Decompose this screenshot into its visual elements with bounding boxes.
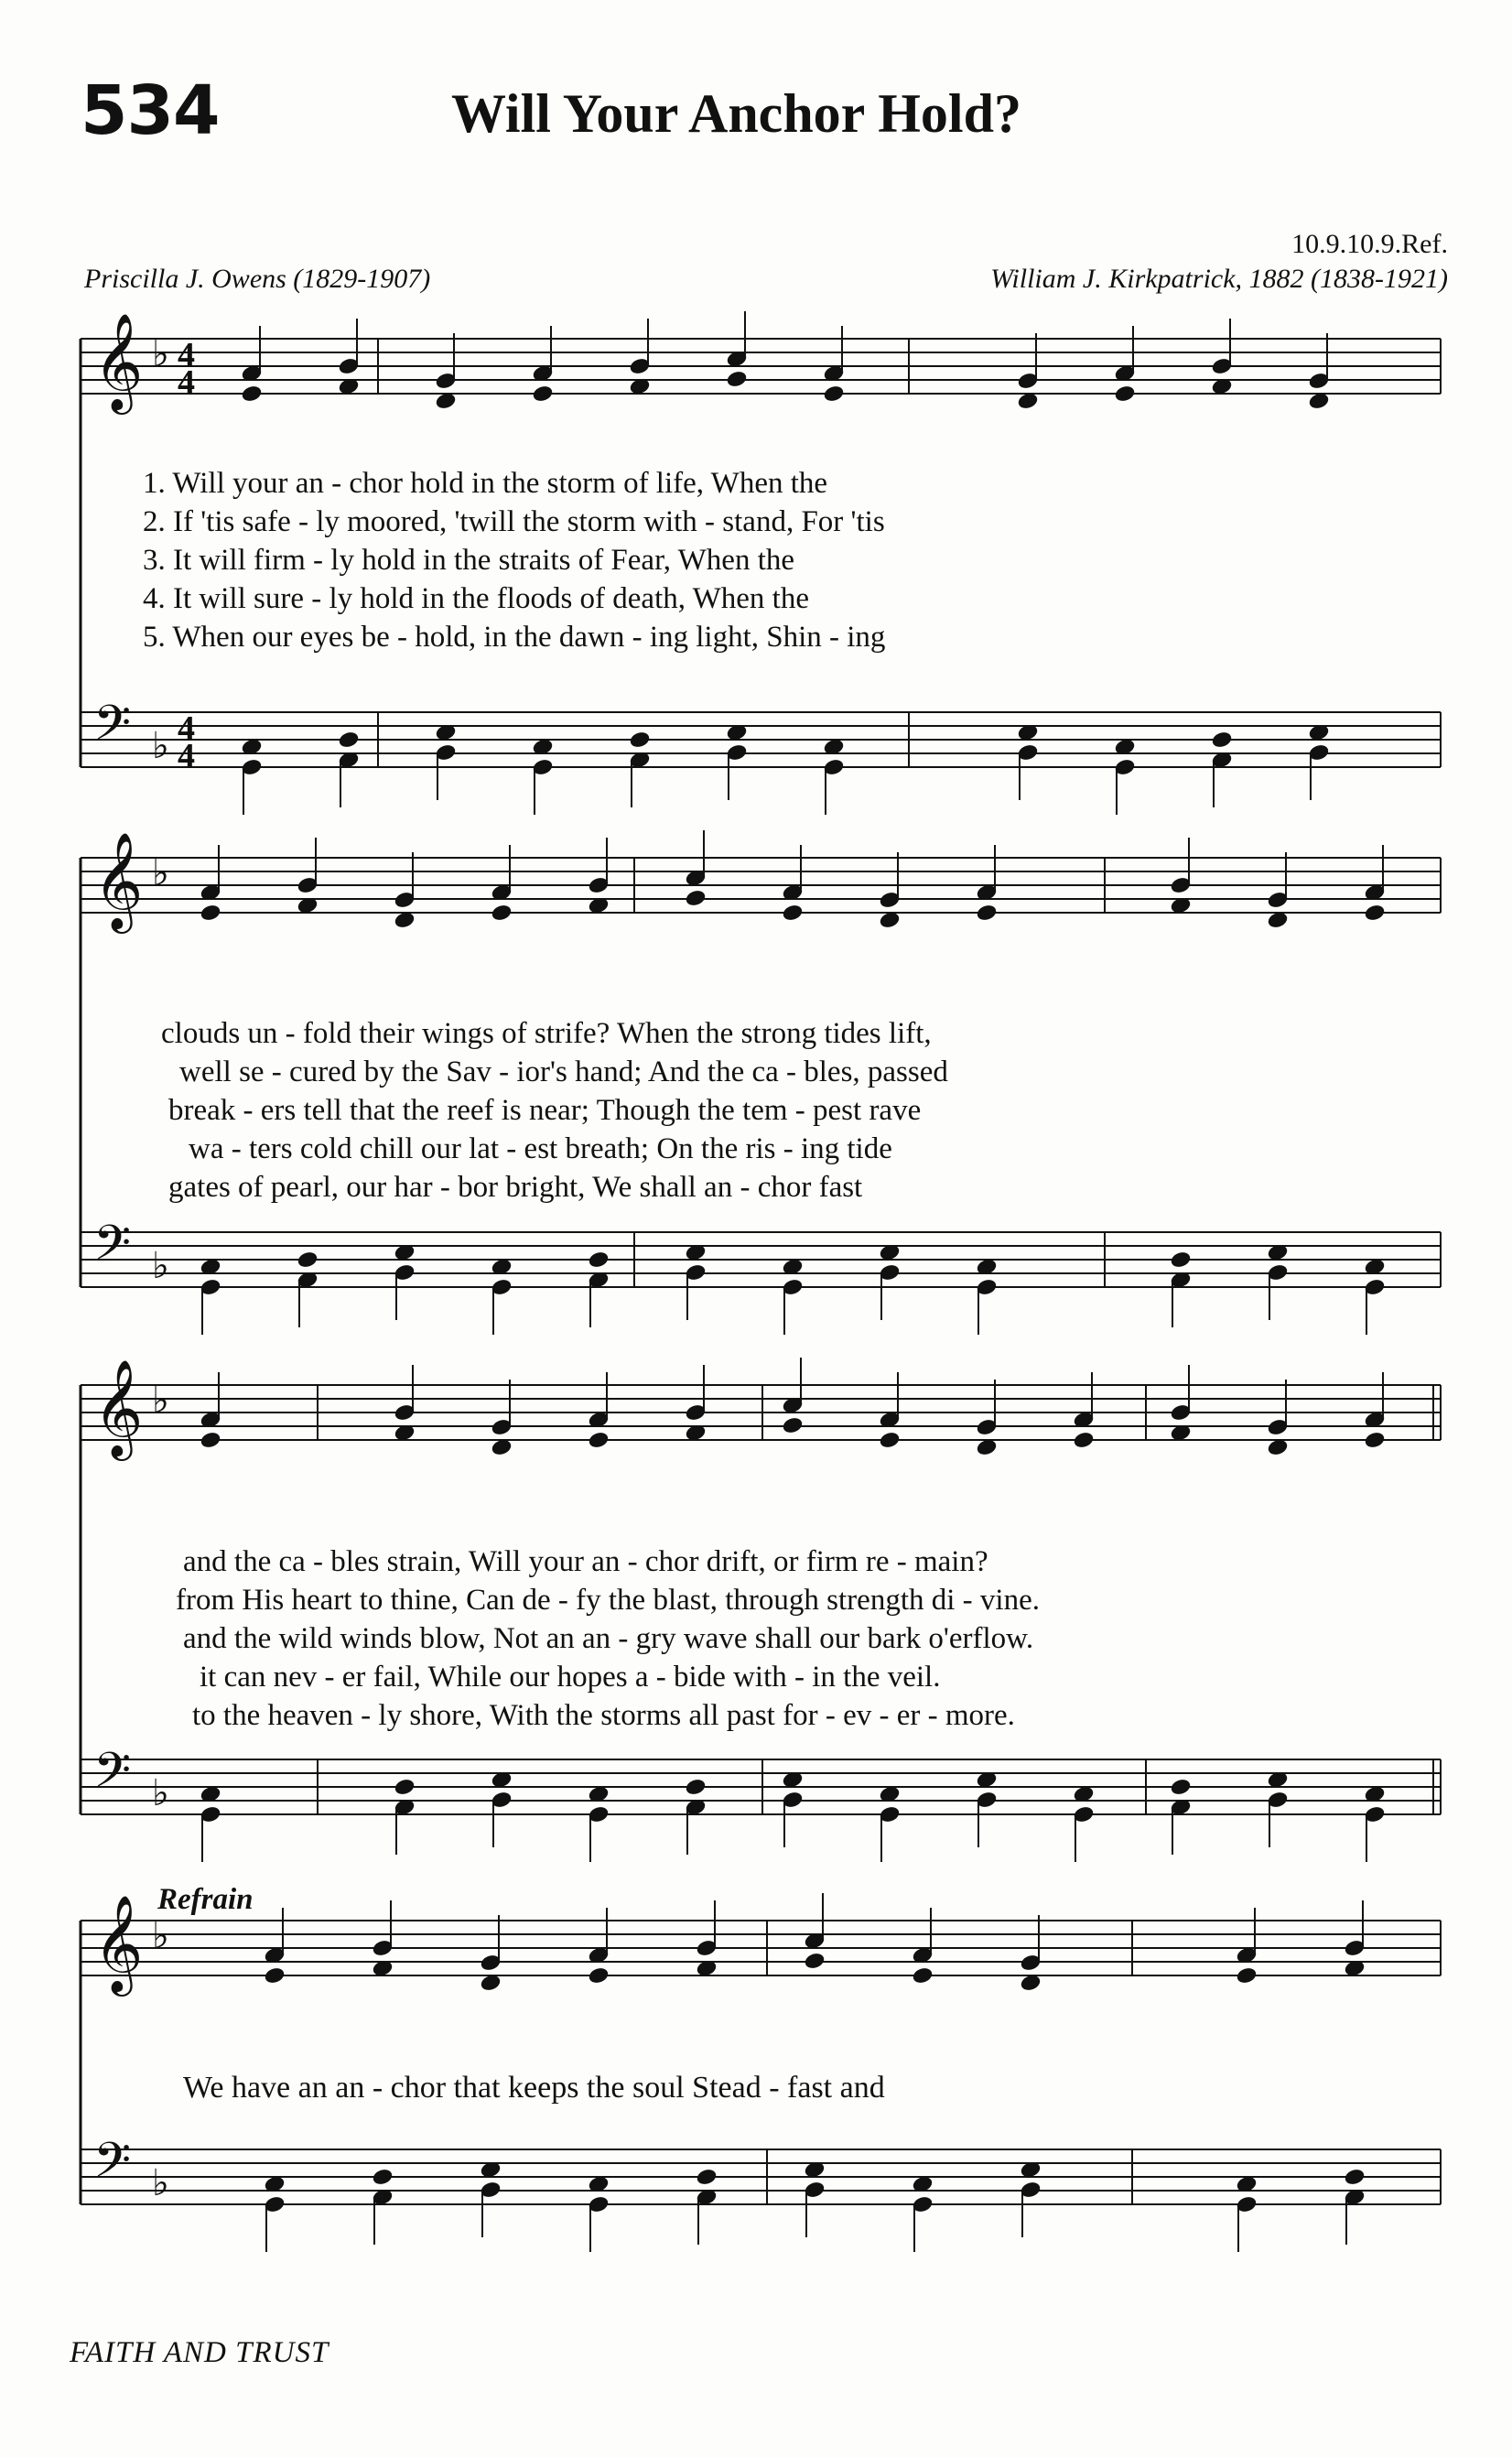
hymn-title: Will Your Anchor Hold? xyxy=(451,83,1021,144)
note-head xyxy=(491,1438,513,1456)
verse-line: break - ers tell that the reef is near; Though the tem - pest rave xyxy=(168,1094,922,1127)
verse-line: it can nev - er fail, While our hopes a - bide with - in the veil. xyxy=(200,1661,941,1694)
note-head xyxy=(532,384,554,403)
note-head xyxy=(491,904,513,922)
note-head xyxy=(782,904,804,922)
treble-clef-icon: 𝄞 xyxy=(93,312,144,410)
time-signature: 4 xyxy=(178,336,195,374)
meter: 10.9.10.9.Ref. xyxy=(1291,229,1448,259)
verse-line: to the heaven - ly shore, With the storms all past for - ev - er - more. xyxy=(192,1699,1015,1732)
flat-icon: ♭ xyxy=(152,852,169,893)
note-head xyxy=(1170,1250,1192,1269)
verse-line: 5. When our eyes be - hold, in the dawn - ing light, Shin - ing xyxy=(143,621,886,654)
note-head xyxy=(823,384,845,403)
verse-line: well se - cured by the Sav - ior's hand; And the ca - bles, passed xyxy=(179,1055,948,1088)
note-head xyxy=(696,2168,718,2186)
music-credit: William J. Kirkpatrick, 1882 (1838-1921) xyxy=(990,264,1448,294)
verse-line: wa - ters cold chill our lat - est breath; On the ris - ing tide xyxy=(189,1132,892,1165)
verse-line: from His heart to thine, Can de - fy the blast, through strength di - vine. xyxy=(176,1584,1040,1617)
verse-line: 3. It will firm - ly hold in the straits of Fear, When the xyxy=(143,544,795,577)
note-head xyxy=(1344,2168,1366,2186)
refrain-lyrics: We have an an - chor that keeps the soul Stead - fast and xyxy=(183,2071,885,2105)
flat-icon: ♭ xyxy=(152,1245,169,1286)
note-head xyxy=(435,392,457,410)
verse-line: gates of pearl, our har - bor bright, We shall an - chor fast xyxy=(168,1171,863,1204)
time-signature: 4 xyxy=(178,363,195,402)
note-head xyxy=(1114,384,1136,403)
refrain-label: Refrain xyxy=(157,1883,254,1916)
note-head xyxy=(976,1438,998,1456)
note-head xyxy=(1020,1974,1042,1992)
note-head xyxy=(372,2168,394,2186)
note-head xyxy=(241,384,263,403)
note-head xyxy=(782,1416,804,1434)
note-head xyxy=(1073,1431,1095,1449)
verse-line: clouds un - fold their wings of strife? When the strong tides lift, xyxy=(161,1017,932,1050)
note-head xyxy=(879,911,901,929)
flat-icon: ♭ xyxy=(152,725,169,766)
note-head xyxy=(629,731,651,749)
note-head xyxy=(1211,731,1233,749)
time-signature: 4 xyxy=(178,737,195,775)
note-head xyxy=(1236,1966,1258,1985)
verse-line: 2. If 'tis safe - ly moored, 'twill the storm with - stand, For 'tis xyxy=(143,505,885,538)
hymn-number: 534 xyxy=(81,71,220,150)
note-head xyxy=(879,1431,901,1449)
note-head xyxy=(1364,1431,1386,1449)
note-head xyxy=(588,1250,610,1269)
flat-icon: ♭ xyxy=(152,2162,169,2203)
verse-line: 4. It will sure - ly hold in the floods of death, When the xyxy=(143,582,809,615)
note-head xyxy=(200,1431,221,1449)
note-head xyxy=(912,1966,934,1985)
note-head xyxy=(264,1966,286,1985)
note-head xyxy=(297,1250,319,1269)
note-head xyxy=(1170,1778,1192,1796)
note-head xyxy=(1017,392,1039,410)
treble-clef-icon: 𝄞 xyxy=(93,1358,144,1456)
note-head xyxy=(588,1431,610,1449)
note-head xyxy=(1267,1438,1289,1456)
verse-line: and the ca - bles strain, Will your an - chor drift, or firm re - main? xyxy=(183,1545,988,1578)
note-head xyxy=(1308,392,1330,410)
bass-clef-icon: 𝄢 xyxy=(93,1216,132,1283)
note-head xyxy=(976,904,998,922)
treble-clef-icon: 𝄞 xyxy=(93,1894,144,1992)
note-head xyxy=(394,1778,416,1796)
note-head xyxy=(1267,911,1289,929)
bass-clef-icon: 𝄢 xyxy=(93,2133,132,2201)
flat-icon: ♭ xyxy=(152,333,169,374)
bass-clef-icon: 𝄢 xyxy=(93,696,132,763)
flat-icon: ♭ xyxy=(152,1772,169,1813)
note-head xyxy=(338,731,360,749)
note-head xyxy=(394,911,416,929)
note-head xyxy=(804,1952,826,1970)
verse-line: 1. Will your an - chor hold in the storm of life, When the xyxy=(143,467,828,500)
note-head xyxy=(200,904,221,922)
note-head xyxy=(726,370,748,388)
note-head xyxy=(685,889,707,907)
time-signature: 4 xyxy=(178,709,195,748)
note-head xyxy=(588,1966,610,1985)
note-head xyxy=(685,1778,707,1796)
treble-clef-icon: 𝄞 xyxy=(93,831,144,929)
bass-clef-icon: 𝄢 xyxy=(93,1743,132,1811)
flat-icon: ♭ xyxy=(152,1915,169,1956)
words-credit: Priscilla J. Owens (1829-1907) xyxy=(84,264,431,294)
note-head xyxy=(480,1974,502,1992)
category-footer: FAITH AND TRUST xyxy=(70,2336,329,2369)
note-head xyxy=(1364,904,1386,922)
verse-line: and the wild winds blow, Not an an - gry wave shall our bark o'erflow. xyxy=(183,1622,1034,1655)
flat-icon: ♭ xyxy=(152,1380,169,1421)
